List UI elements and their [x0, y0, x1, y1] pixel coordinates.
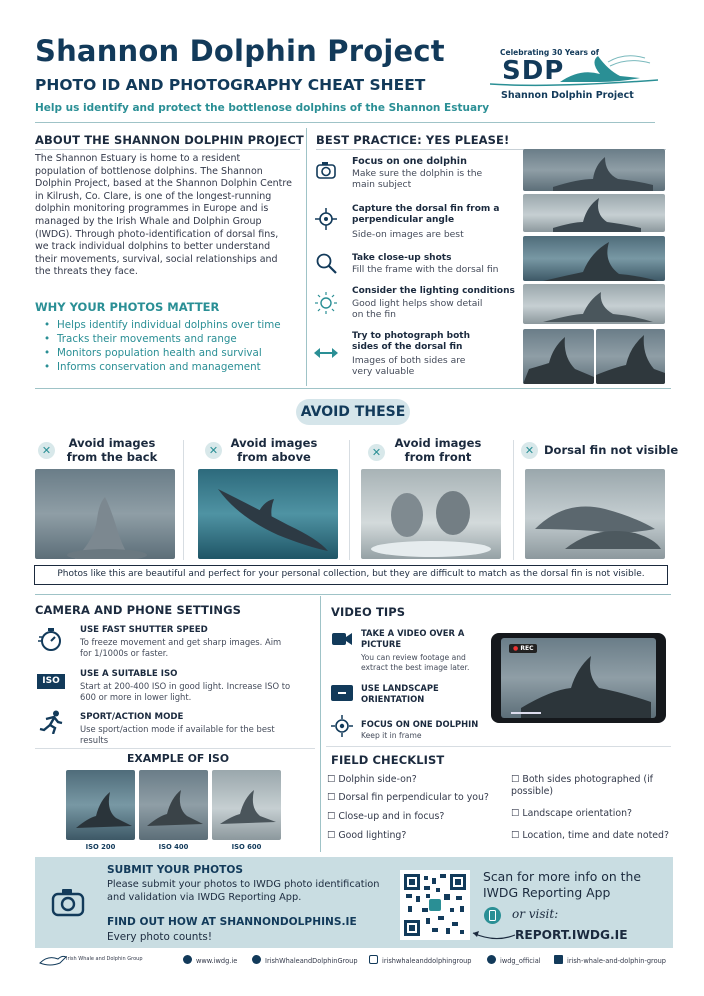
- section-divider: [35, 388, 671, 389]
- runner-icon: [38, 710, 66, 734]
- section-divider: [35, 594, 671, 595]
- camera-item-desc: To freeze movement and get sharp images. Aim for 1/1000s or faster.: [80, 637, 282, 658]
- curved-arrow-icon: [469, 925, 519, 945]
- avoid-note: Photos like this are beautiful and perfect for your personal collection, but they are difficult to match as the dorsal fin is not visible.: [34, 565, 668, 585]
- submit-link[interactable]: FIND OUT HOW AT SHANNONDOLPHINS.IE: [107, 916, 357, 928]
- about-divider: [35, 149, 300, 150]
- avoid-heading: AVOID THESE: [296, 399, 410, 425]
- phone-frame: [491, 633, 666, 723]
- iso-label: ISO 400: [158, 843, 189, 851]
- qr-code[interactable]: [400, 870, 470, 940]
- phone-app-icon: [484, 907, 501, 924]
- camera-icon: [315, 160, 337, 182]
- logo-celebrating: Celebrating 30 Years of: [500, 48, 599, 57]
- iso-label: ISO 600: [231, 843, 262, 851]
- facebook-icon: [252, 955, 261, 964]
- qr-icon: [404, 874, 466, 936]
- logo-name: Shannon Dolphin Project: [501, 90, 634, 101]
- avoid-photo-1: [35, 469, 175, 559]
- avoid-label: Avoid images from the back: [66, 436, 158, 464]
- iso-photo-600: [212, 770, 281, 840]
- footer-link-text: irishwhaleanddolphingroup: [382, 957, 472, 965]
- page-subtitle: PHOTO ID AND PHOTOGRAPHY CHEAT SHEET: [35, 76, 426, 94]
- video-item-desc: Keep it in frame: [361, 731, 422, 740]
- best-item-desc: Images of both sides are very valuable: [352, 355, 466, 377]
- footer-link-web[interactable]: [183, 955, 237, 965]
- video-item-title: USE LANDSCAPE ORIENTATION: [361, 683, 439, 704]
- camera-item-title: USE FAST SHUTTER SPEED: [80, 625, 208, 635]
- crosshair-icon: [315, 208, 337, 230]
- footer-link-linkedin[interactable]: [554, 955, 666, 965]
- best-photo-2: [523, 194, 665, 232]
- iso-heading: EXAMPLE OF ISO: [127, 752, 230, 765]
- avoid-photo-4: [525, 469, 665, 559]
- best-photo-5a: [523, 329, 594, 384]
- list-item: • Helps identify individual dolphins over time: [35, 318, 305, 332]
- tagline: Help us identify and protect the bottlenose dolphins of the Shannon Estuary: [35, 102, 490, 114]
- column-divider: [306, 128, 307, 386]
- video-item-title: TAKE A VIDEO OVER A PICTURE: [361, 628, 465, 649]
- sun-icon: [315, 292, 337, 314]
- double-arrow-icon: [312, 342, 340, 364]
- avoid-label: Avoid images from above: [230, 436, 318, 464]
- footer-link-text: iwdg_official: [500, 957, 541, 965]
- rec-label: REC: [520, 645, 534, 652]
- best-item-desc: Good light helps show detail on the fin: [352, 298, 483, 320]
- footer-link-facebook[interactable]: [252, 955, 358, 965]
- column-divider: [320, 596, 321, 852]
- checklist-item[interactable]: ☐ Dolphin side-on?: [327, 774, 417, 786]
- avoid-label: Dorsal fin not visible: [544, 443, 679, 457]
- best-photo-3: [523, 236, 665, 281]
- camera-item-desc: Use sport/action mode if available for the best results: [80, 724, 275, 745]
- iso-photo-400: [139, 770, 208, 840]
- iso-icon: ISO: [37, 674, 65, 689]
- footer-link-text: www.iwdg.ie: [196, 957, 238, 965]
- scan-text: Scan for more info on the IWDG Reporting App: [483, 869, 641, 900]
- checklist-item[interactable]: ☐ Location, time and date noted?: [511, 830, 669, 842]
- about-text: The Shannon Estuary is home to a resident population of bottlenose dolphins. The Shannon Dolphin Project, based at the Shannon Dolphin Centre in Kilrush, Co. Clare, is one of the longest-running dolphin monitoring programmes in Europe and is managed by the Irish Whale and Dolphin Group (IWDG). Through photo-identification of dorsal fins, we track individual dolphins to better understand their movements, survival, social relationships and the threats they face.: [35, 153, 292, 278]
- close-icon: ✕: [38, 442, 55, 459]
- logo-dolphin-icon: [490, 52, 660, 92]
- list-item: • Tracks their movements and range: [35, 332, 305, 346]
- list-item: • Monitors population health and survival: [35, 346, 305, 360]
- linkedin-icon: [554, 955, 563, 964]
- camera-heading: CAMERA AND PHONE SETTINGS: [35, 603, 242, 617]
- logo-letters: SDP: [502, 56, 565, 86]
- submit-panel: [35, 857, 673, 948]
- camera-divider: [35, 748, 315, 749]
- avoid-photo-3: [361, 469, 501, 559]
- best-item-desc: Make sure the dolphin is the main subject: [352, 168, 483, 190]
- about-heading: ABOUT THE SHANNON DOLPHIN PROJECT: [35, 133, 304, 147]
- whale-logo-icon: [38, 953, 68, 967]
- iwdg-logo: [38, 952, 143, 966]
- rec-dot-icon: ●: [513, 645, 519, 652]
- iso-label: ISO 200: [85, 843, 116, 851]
- best-item-title: Take close-up shots: [352, 253, 452, 263]
- submit-counts: Every photo counts!: [107, 931, 212, 943]
- page-title: Shannon Dolphin Project: [35, 34, 445, 68]
- globe-icon: [183, 955, 192, 964]
- avoid-divider: [349, 440, 350, 560]
- best-item-desc: Side-on images are best: [352, 229, 464, 240]
- best-item-title: Consider the lighting conditions: [352, 286, 515, 296]
- checklist-item[interactable]: ☐ Both sides photographed (if possible): [511, 774, 661, 798]
- or-visit-text: or visit:: [512, 907, 559, 921]
- best-item-title: Capture the dorsal fin from a perpendicular angle: [352, 204, 500, 225]
- submit-heading: SUBMIT YOUR PHOTOS: [107, 864, 243, 876]
- list-item: • Informs conservation and management: [35, 360, 305, 374]
- video-divider: [326, 746, 671, 747]
- magnifier-icon: [315, 252, 337, 274]
- iso-photo-200: [66, 770, 135, 840]
- why-heading: WHY YOUR PHOTOS MATTER: [35, 300, 220, 314]
- footer-link-text: IrishWhaleandDolphinGroup: [265, 957, 358, 965]
- footer-link-instagram[interactable]: [369, 955, 471, 965]
- avoid-divider: [513, 440, 514, 560]
- phone-screen: [501, 638, 656, 718]
- landscape-icon: [331, 685, 353, 701]
- tiktok-icon: [487, 955, 496, 964]
- checklist-item[interactable]: ☐ Close-up and in focus?: [327, 811, 444, 823]
- camera-item-title: USE A SUITABLE ISO: [80, 669, 178, 679]
- best-item-title: Focus on one dolphin: [352, 156, 467, 167]
- avoid-photo-2: [198, 469, 338, 559]
- camera-outline-icon: [51, 887, 85, 917]
- best-photo-5b: [596, 329, 665, 384]
- instagram-icon: [369, 955, 378, 964]
- header-divider: [35, 122, 655, 123]
- camera-item-desc: Start at 200-400 ISO in good light. Increase ISO to 600 or more in lower light.: [80, 681, 291, 702]
- why-list: [35, 318, 305, 374]
- rec-badge: [509, 644, 537, 653]
- best-photo-4: [523, 284, 665, 324]
- best-heading: BEST PRACTICE: YES PLEASE!: [316, 133, 510, 147]
- video-item-desc: You can review footage and extract the best image later.: [361, 653, 470, 672]
- video-item-title: FOCUS ON ONE DOLPHIN: [361, 719, 479, 729]
- avoid-label: Avoid images from front: [394, 436, 482, 464]
- focus-icon: [331, 715, 353, 737]
- close-icon: ✕: [368, 444, 385, 461]
- checklist-item[interactable]: ☐ Good lighting?: [327, 830, 406, 842]
- submit-text: Please submit your photos to IWDG photo identification and validation via IWDG Reporting App.: [107, 879, 380, 903]
- checklist-item[interactable]: ☐ Landscape orientation?: [511, 808, 632, 820]
- timer-icon: [38, 627, 64, 653]
- footer-link-text: irish-whale-and-dolphin-group: [567, 957, 666, 965]
- video-heading: VIDEO TIPS: [331, 605, 406, 619]
- checklist-item[interactable]: ☐ Dorsal fin perpendicular to you?: [327, 792, 489, 804]
- video-camera-icon: [331, 628, 353, 650]
- close-icon: ✕: [521, 442, 538, 459]
- camera-item-title: SPORT/ACTION MODE: [80, 712, 184, 722]
- sdp-logo: [490, 46, 660, 106]
- footer-org: Irish Whale and Dolphin Group: [66, 956, 143, 962]
- best-photo-1: [523, 149, 665, 191]
- report-url[interactable]: REPORT.IWDG.IE: [515, 928, 628, 942]
- avoid-divider: [183, 440, 184, 560]
- close-icon: ✕: [205, 442, 222, 459]
- best-item-desc: Fill the frame with the dorsal fin: [352, 264, 499, 275]
- footer-link-tiktok[interactable]: [487, 955, 541, 965]
- checklist-heading: FIELD CHECKLIST: [331, 753, 445, 767]
- best-item-title: Try to photograph both sides of the dorsal fin: [352, 331, 470, 352]
